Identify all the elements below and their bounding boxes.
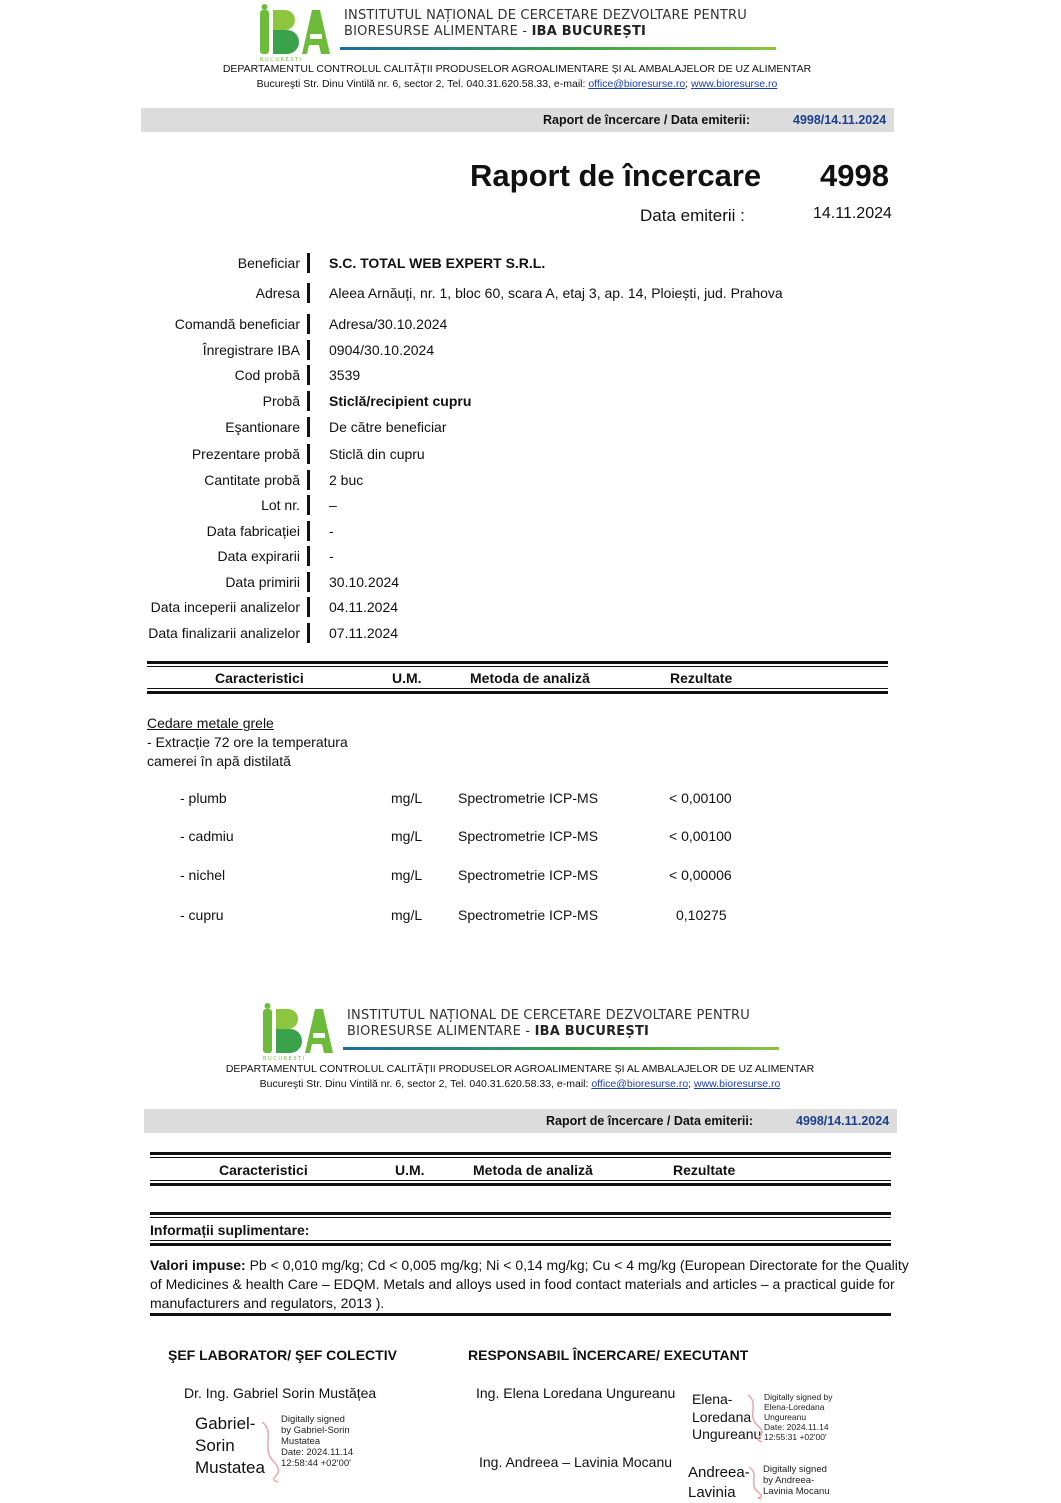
supp-text: Valori impuse: Pb < 0,010 mg/kg; Cd < 0,005 mg/kg; Ni < 0,14 mg/kg; Cu < 4 mg/kg (European Directorate for the Quality of Medicines & health Care – EDQM. Metals and alloys used in food contact materials and articles – a practical guide for manufacturers and regulators, 2013 ). <box>150 1257 909 1311</box>
info-row <box>0 282 1061 304</box>
info-value: Sticlă din cupru <box>329 446 425 462</box>
info-separator <box>307 340 310 360</box>
issue-date-label: Data emiterii : <box>640 206 745 225</box>
table2-head-rule <box>150 1183 891 1186</box>
iba-logo <box>258 4 334 62</box>
info-row <box>0 416 1061 438</box>
info-separator <box>307 623 310 643</box>
report-bar <box>141 108 894 132</box>
info-label: Prezentare probă <box>191 446 300 462</box>
report-title: Raport de încercare <box>470 158 762 193</box>
right-signer-name-2: Ing. Andreea – Lavinia Mocanu <box>479 1454 673 1470</box>
email-link[interactable]: office@bioresurse.ro <box>588 78 686 90</box>
report-bar-label: Raport de încercare / Data emiterii: <box>543 113 751 127</box>
institute-title: INSTITUTUL NAȚIONAL DE CERCETARE DEZVOLTARE PENTRU BIORESURSE ALIMENTARE - IBA BUCUREȘTI <box>344 8 747 39</box>
row-result: < 0,00006 <box>669 867 732 883</box>
left-digital-signature-name: Gabriel- Sorin Mustatea <box>195 1414 265 1477</box>
row-characteristic: - nichel <box>180 867 226 883</box>
row-method: Spectrometrie ICP-MS <box>458 828 599 844</box>
info-value: 30.10.2024 <box>329 574 400 590</box>
left-digital-signature-text: Digitally signed by Gabriel-Sorin Mustatea Date: 2024.11.14 12:58:44 +02'00' <box>281 1414 354 1469</box>
row-characteristic: - cadmiu <box>180 828 234 844</box>
info-value: Aleea Arnăuți, nr. 1, bloc 60, scara A, etaj 3, ap. 14, Ploiești, jud. Prahova <box>329 285 783 301</box>
report-bar-2 <box>144 1109 897 1133</box>
supp-bottom-rule <box>150 1313 891 1316</box>
info-separator <box>307 495 310 515</box>
info-value: S.C. TOTAL WEB EXPERT S.R.L. <box>329 255 546 271</box>
info-row <box>0 443 1061 465</box>
table2-head-rule-thin <box>150 1180 891 1181</box>
row-unit: mg/L <box>391 790 423 806</box>
info-value: 04.11.2024 <box>329 599 399 615</box>
header-rule <box>340 47 776 50</box>
report-number: 4998 <box>820 158 889 193</box>
issue-date: 14.11.2024 <box>813 205 892 222</box>
info-separator <box>307 546 310 566</box>
right-signer-name-1: Ing. Elena Loredana Ungureanu <box>476 1385 676 1401</box>
info-label: Data fabricației <box>206 523 300 539</box>
info-separator <box>307 444 310 464</box>
svg-text:B U C U R E S T I: B U C U R E S T I <box>263 1056 305 1061</box>
table-head-rule <box>147 691 888 694</box>
info-label: Data primirii <box>225 574 300 590</box>
row-characteristic: - plumb <box>180 790 227 806</box>
row-unit: mg/L <box>391 867 423 883</box>
header2-caracteristici: Caracteristici <box>219 1162 308 1178</box>
info-row <box>0 313 1061 335</box>
website-link[interactable]: www.bioresurse.ro <box>691 78 778 90</box>
info-value: De către beneficiar <box>329 419 447 435</box>
info-label: Data expirarii <box>217 548 300 564</box>
info-row <box>0 469 1061 491</box>
right-digital-signature-2-text: Digitally signed by Andreea- Lavinia Mocanu <box>763 1464 830 1497</box>
email-link-2[interactable]: office@bioresurse.ro <box>591 1078 689 1090</box>
signature-mark-icon <box>746 1464 764 1500</box>
info-value: 0904/30.10.2024 <box>329 342 435 358</box>
info-row <box>0 520 1061 542</box>
left-signer-name: Dr. Ing. Gabriel Sorin Mustățea <box>184 1385 377 1401</box>
table2-top-rule <box>150 1152 891 1155</box>
right-digital-signature-2-name: Andreea- Lavinia <box>688 1464 750 1501</box>
info-label: Data inceperii analizelor <box>150 599 300 615</box>
row-method: Spectrometrie ICP-MS <box>458 867 599 883</box>
left-sig-heading: ŞEF LABORATOR/ ŞEF COLECTIV <box>168 1347 397 1363</box>
info-label: Lot nr. <box>261 497 300 513</box>
info-separator <box>307 253 310 273</box>
table-head-rule-thin <box>147 688 888 689</box>
info-value: - <box>329 523 334 539</box>
supp-top-rule <box>150 1212 891 1215</box>
info-separator <box>307 470 310 490</box>
row-unit: mg/L <box>391 907 423 923</box>
supp-title-rule <box>150 1243 891 1246</box>
right-digital-signature-1-text: Digitally signed by Elena-Loredana Ungureanu Date: 2024.11.14 12:55:31 +02'00' <box>764 1392 833 1442</box>
header2-rezultate: Rezultate <box>673 1162 736 1178</box>
info-value: - <box>329 548 334 564</box>
info-value: 2 buc <box>329 472 364 488</box>
info-label: Cantitate probă <box>204 472 300 488</box>
website-link-2[interactable]: www.bioresurse.ro <box>694 1078 781 1090</box>
row-method: Spectrometrie ICP-MS <box>458 790 599 806</box>
info-row <box>0 545 1061 567</box>
info-label: Comandă beneficiar <box>174 316 300 332</box>
right-sig-heading: RESPONSABIL ÎNCERCARE/ EXECUTANT <box>468 1347 749 1363</box>
signature-mark-icon <box>258 1418 282 1484</box>
row-characteristic: - cupru <box>180 907 224 923</box>
supp-top-rule-thin <box>150 1217 891 1218</box>
info-separator <box>307 365 310 385</box>
header-metoda: Metoda de analiză <box>470 670 590 686</box>
report-bar-value: 4998/14.11.2024 <box>793 113 887 127</box>
info-separator <box>307 597 310 617</box>
info-row <box>0 364 1061 386</box>
info-value: 07.11.2024 <box>329 625 399 641</box>
supp-title: Informații suplimentare: <box>150 1222 310 1238</box>
info-separator <box>307 391 310 411</box>
row-unit: mg/L <box>391 828 423 844</box>
table-top-rule-thin <box>147 666 888 667</box>
report-bar-value-2: 4998/14.11.2024 <box>796 1114 890 1128</box>
row-result: < 0,00100 <box>669 828 732 844</box>
row-method: Spectrometrie ICP-MS <box>458 907 599 923</box>
supp-title-rule-thin <box>150 1240 891 1241</box>
right-digital-signature-1-name: Elena- Loredana Ungureanu <box>692 1391 762 1442</box>
info-row <box>0 494 1061 516</box>
table2-top-rule-thin <box>150 1157 891 1158</box>
info-row <box>0 571 1061 593</box>
report-bar-label-2: Raport de încercare / Data emiterii: <box>546 1114 754 1128</box>
section-note-2: camerei în apă distilată <box>147 753 291 769</box>
department-block: DEPARTAMENTUL CONTROLUL CALITĂȚII PRODUSELOR AGROALIMENTARE ȘI AL AMBALAJELOR DE UZ ALIMENTAR Bucureşti Str. Dinu Vintilă nr. 6, sector 2, Tel. 040.31.620.58.33, e-mail: office@bioresurse.ro; www.bioresurse.ro <box>222 63 812 90</box>
header-rule-2 <box>343 1047 779 1050</box>
info-separator <box>307 572 310 592</box>
info-value: – <box>329 497 337 513</box>
info-label: Probă <box>262 393 300 409</box>
header-um: U.M. <box>392 670 422 686</box>
section-title: Cedare metale grele <box>147 715 274 731</box>
info-separator <box>307 417 310 437</box>
info-row <box>0 622 1061 644</box>
department-block-2: DEPARTAMENTUL CONTROLUL CALITĂȚII PRODUSELOR AGROALIMENTARE ȘI AL AMBALAJELOR DE UZ ALIMENTAR Bucureşti Str. Dinu Vintilă nr. 6, sector 2, Tel. 040.31.620.58.33, e-mail: office@bioresurse.ro; www.bioresurse.ro <box>225 1063 815 1090</box>
info-label: Beneficiar <box>237 255 300 271</box>
table-top-rule <box>147 661 888 664</box>
svg-text:B U C U R E S T I: B U C U R E S T I <box>260 57 302 62</box>
header-rezultate: Rezultate <box>670 670 733 686</box>
institute-title-2: INSTITUTUL NAȚIONAL DE CERCETARE DEZVOLTARE PENTRU BIORESURSE ALIMENTARE - IBA BUCUREȘTI <box>347 1008 750 1039</box>
info-row <box>0 596 1061 618</box>
info-row <box>0 390 1061 412</box>
info-value: Adresa/30.10.2024 <box>329 316 448 332</box>
header-caracteristici: Caracteristici <box>215 670 304 686</box>
info-separator <box>307 283 310 303</box>
info-row <box>0 339 1061 361</box>
header2-metoda: Metoda de analiză <box>473 1162 593 1178</box>
signature-mark-icon <box>744 1392 766 1444</box>
info-separator <box>307 314 310 334</box>
iba-logo-2 <box>261 1003 337 1061</box>
info-value: Sticlă/recipient cupru <box>329 393 472 409</box>
info-label: Cod probă <box>234 367 300 383</box>
header2-um: U.M. <box>395 1162 425 1178</box>
section-note-1: - Extracție 72 ore la temperatura <box>147 734 348 750</box>
info-label: Adresa <box>255 285 300 301</box>
row-result: < 0,00100 <box>669 790 732 806</box>
info-label: Înregistrare IBA <box>202 342 300 358</box>
info-separator <box>307 521 310 541</box>
info-label: Eşantionare <box>225 419 300 435</box>
info-row <box>0 252 1061 274</box>
row-result: 0,10275 <box>676 907 727 923</box>
info-label: Data finalizarii analizelor <box>148 625 300 641</box>
info-value: 3539 <box>329 367 361 383</box>
